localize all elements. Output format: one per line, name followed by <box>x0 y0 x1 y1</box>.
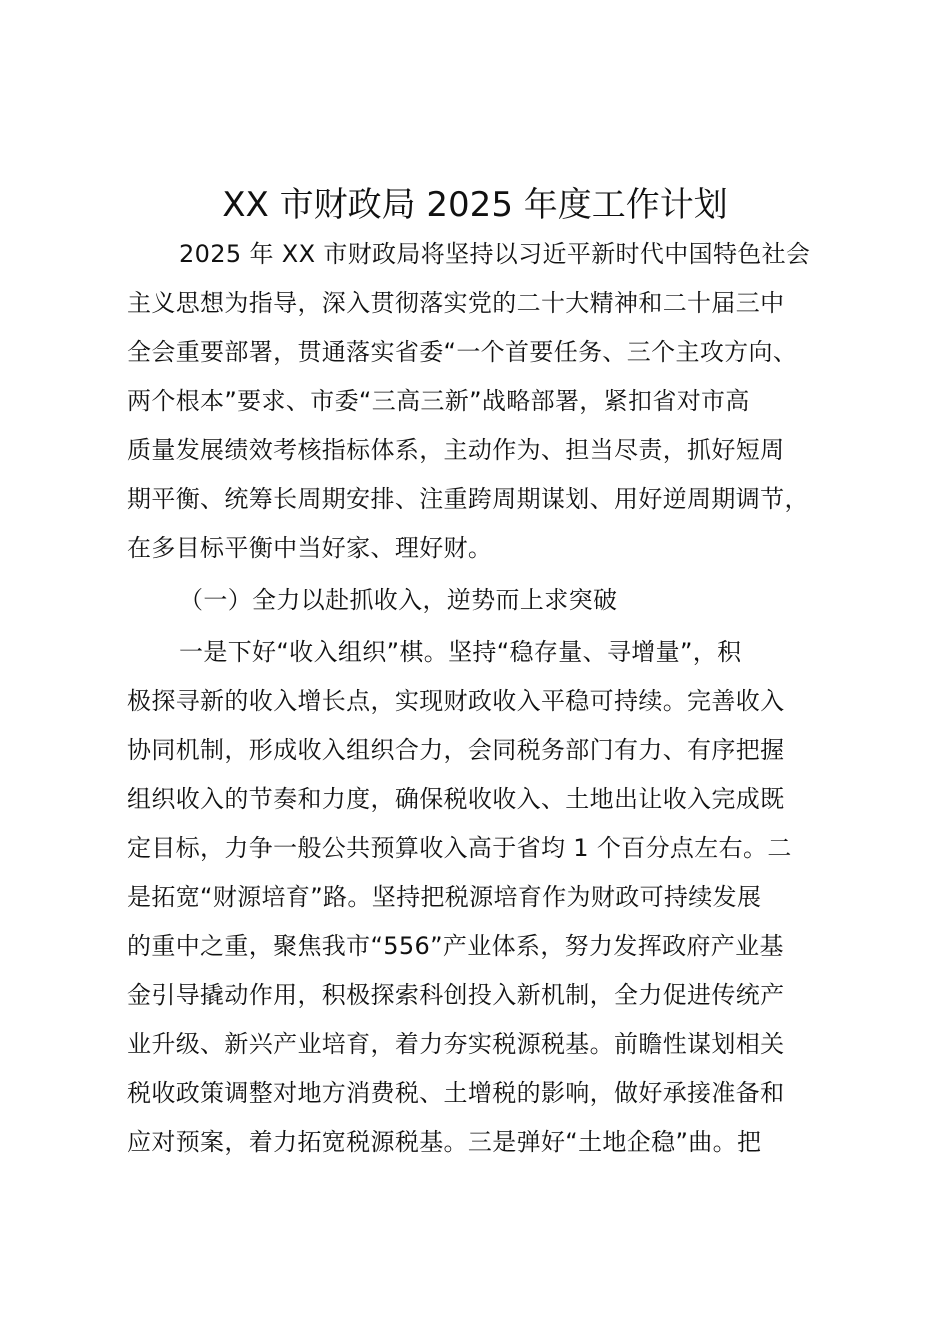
paragraph-line: 是拓宽“财源培育”路。坚持把税源培育作为财政可持续发展 <box>127 883 762 911</box>
paragraph-line: 一是下好“收入组织”棋。坚持“稳存量、寻增量”，积 <box>179 638 742 666</box>
paragraph-line: 定目标，力争一般公共预算收入高于省均 1 个百分点左右。二 <box>127 834 792 862</box>
paragraph-line: 全会重要部署，贯通落实省委“一个首要任务、三个主攻方向、 <box>127 338 798 366</box>
paragraph-line: 组织收入的节奏和力度，确保税收收入、土地出让收入完成既 <box>127 785 785 813</box>
paragraph-line: 在多目标平衡中当好家、理好财。 <box>127 534 493 562</box>
paragraph-line: 金引导撬动作用，积极探索科创投入新机制，全力促进传统产 <box>127 981 785 1009</box>
paragraph-line: 的重中之重，聚焦我市“556”产业体系，努力发挥政府产业基 <box>127 932 784 960</box>
paragraph-line: 应对预案，着力拓宽税源税基。三是弹好“土地企稳”曲。把 <box>127 1128 762 1156</box>
section-heading: （一）全力以赴抓收入，逆势而上求突破 <box>179 586 618 614</box>
paragraph-line: 质量发展绩效考核指标体系，主动作为、担当尽责，抓好短周 <box>127 436 785 464</box>
document-body <box>127 230 837 1167</box>
paragraph-line: 2025 年 XX 市财政局将坚持以习近平新时代中国特色社会 <box>179 240 811 268</box>
paragraph-line: 极探寻新的收入增长点，实现财政收入平稳可持续。完善收入 <box>127 687 785 715</box>
paragraph-line: 业升级、新兴产业培育，着力夯实税源税基。前瞻性谋划相关 <box>127 1030 785 1058</box>
paragraph-line: 期平衡、统筹长周期安排、注重跨周期谋划、用好逆周期调节， <box>127 485 809 513</box>
paragraph-line: 主义思想为指导，深入贯彻落实党的二十大精神和二十届三中 <box>127 289 785 317</box>
paragraph-line: 税收政策调整对地方消费税、土增税的影响，做好承接准备和 <box>127 1079 785 1107</box>
paragraph-line: 协同机制，形成收入组织合力，会同税务部门有力、有序把握 <box>127 736 785 764</box>
document-title: XX 市财政局 2025 年度工作计划 <box>222 185 728 225</box>
paragraph-line: 两个根本”要求、市委“三高三新”战略部署，紧扣省对市高 <box>127 387 750 415</box>
